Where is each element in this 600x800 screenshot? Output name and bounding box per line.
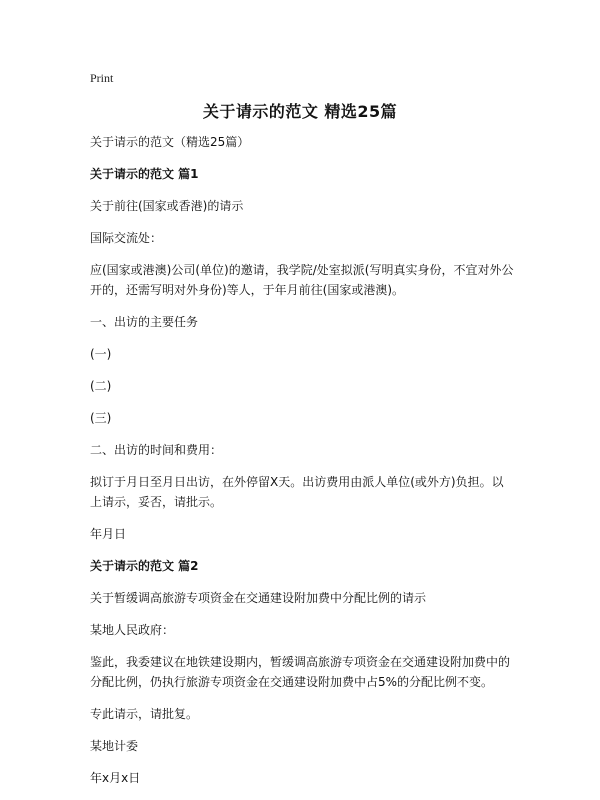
paragraph: (一) (90, 347, 112, 361)
paragraph: 年x月x日 (90, 771, 141, 785)
paragraph: 鉴此，我委建议在地铁建设期内，暂缓调高旅游专项资金在交通建设附加费中的分配比例，仍执行旅游专项资金在交通建设附加费中占5%的分配比例不变。 (90, 655, 511, 689)
section-heading: 关于请示的范文 篇1 (90, 167, 199, 181)
paragraph: 二、出访的时间和费用： (90, 443, 223, 457)
paragraph: 一、出访的主要任务 (90, 315, 199, 329)
paragraph: 关于前往(国家或香港)的请示 (90, 199, 244, 213)
paragraph: 关于请示的范文（精选25篇） (90, 135, 250, 149)
document-body (90, 132, 515, 800)
paragraph: (二) (90, 379, 112, 393)
paragraph: 关于暂缓调高旅游专项资金在交通建设附加费中分配比例的请示 (90, 591, 427, 605)
print-link[interactable]: Print (90, 71, 114, 85)
paragraph: (三) (90, 411, 112, 425)
paragraph: 专此请示，请批复。 (90, 707, 199, 721)
paragraph: 应(国家或港澳)公司(单位)的邀请，我学院/处室拟派(写明真实身份，不宜对外公开的，还需写明对外身份)等人，于年月前往(国家或港澳)。 (90, 263, 514, 297)
paragraph: 某地计委 (90, 739, 139, 753)
paragraph: 某地人民政府： (90, 623, 175, 637)
paragraph: 国际交流处： (90, 231, 163, 245)
section-heading: 关于请示的范文 篇2 (90, 559, 199, 573)
document-title: 关于请示的范文 精选25篇 (202, 102, 398, 121)
paragraph: 拟订于月日至月日出访，在外停留X天。出访费用由派人单位(或外方)负担。以上请示，妥否，请批示。 (90, 475, 504, 509)
paragraph: 年月日 (90, 527, 127, 541)
